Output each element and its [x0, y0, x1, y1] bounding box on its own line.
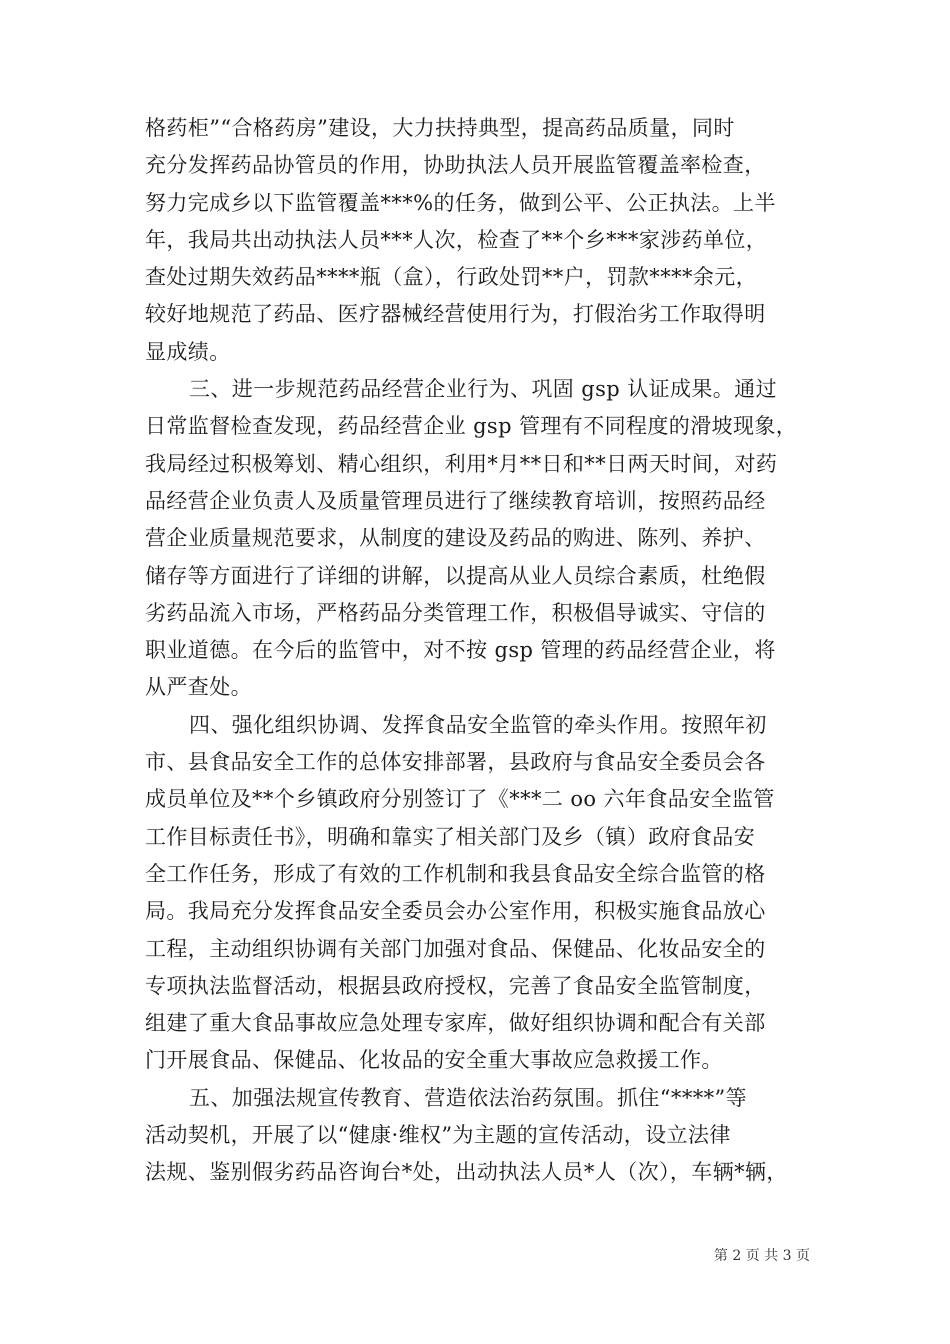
document-body — [145, 110, 810, 1192]
text-line: 工作目标责任书》，明确和靠实了相关部门及乡（镇）政府食品安 — [145, 824, 756, 849]
text-line: 组建了重大食品事故应急处理专家库，做好组织协调和配合有关部 — [145, 1011, 766, 1036]
text-line: 储存等方面进行了详细的讲解，以提高从业人员综合素质，杜绝假 — [145, 563, 766, 588]
text-line: 劣药品流入市场，严格药品分类管理工作，积极倡导诚实、守信的 — [145, 600, 766, 625]
text-line: 职业道德。在今后的监管中，对不按 gsp 管理的药品经营企业，将 — [145, 638, 776, 663]
text-line: 活动契机，开展了以“健康·维权”为主题的宣传活动，设立法律 — [145, 1123, 731, 1148]
text-line: 营企业质量规范要求，从制度的建设及药品的购进、陈列、养护、 — [145, 526, 766, 551]
text-line: 法规、鉴别假劣药品咨询台*处，出动执法人员*人（次），车辆*辆， — [145, 1160, 788, 1185]
text-line: 格药柜”“合格药房”建设，大力扶持典型，提高药品质量，同时 — [145, 116, 735, 140]
text-line: 从严查处。 — [145, 675, 252, 700]
text-line: 我局经过积极筹划、精心组织，利用*月**日和**日两天时间，对药 — [145, 451, 778, 476]
text-line: 查处过期失效药品****瓶（盒），行政处罚**户，罚款****余元， — [145, 265, 758, 290]
page-number-footer: 第 2 页 共 3 页 — [713, 1248, 810, 1264]
text-line: 年，我局共出动执法人员***人次，检查了**个乡***家涉药单位， — [145, 227, 768, 252]
text-line: 日常监督检查发现，药品经营企业 gsp 管理有不同程度的滑坡现象， — [145, 414, 798, 439]
text-line: 较好地规范了药品、医疗器械经营使用行为，打假治劣工作取得明 — [145, 302, 766, 327]
text-line: 充分发挥药品协管员的作用，协助执法人员开展监管覆盖率检查， — [145, 153, 766, 178]
text-line: 努力完成乡以下监管覆盖***%的任务，做到公平、公正执法。上半 — [145, 190, 776, 215]
section-five-heading-line: 五、加强法规宣传教育、营造依法治药氛围。抓住“****”等 — [189, 1085, 748, 1110]
text-line: 显成绩。 — [145, 339, 231, 364]
text-line: 成员单位及**个乡镇政府分别签订了《***二 oo 六年食品安全监管 — [145, 787, 775, 812]
text-line: 品经营企业负责人及质量管理员进行了继续教育培训，按照药品经 — [145, 488, 766, 513]
text-line: 全工作任务，形成了有效的工作机制和我县食品安全综合监管的格 — [145, 861, 766, 886]
section-four-heading-line: 四、强化组织协调、发挥食品安全监管的牵头作用。按照年初 — [189, 712, 767, 737]
text-line: 专项执法监督活动，根据县政府授权，完善了食品安全监管制度， — [145, 973, 766, 998]
text-line: 市、县食品安全工作的总体安排部署，县政府与食品安全委员会各 — [145, 750, 766, 775]
text-line: 门开展食品、保健品、化妆品的安全重大事故应急救援工作。 — [145, 1048, 723, 1073]
text-line: 局。我局充分发挥食品安全委员会办公室作用，积极实施食品放心 — [145, 899, 766, 924]
section-three-heading-line: 三、进一步规范药品经营企业行为、巩固 gsp 认证成果。通过 — [189, 377, 778, 402]
text-line: 工程，主动组织协调有关部门加强对食品、保健品、化妆品安全的 — [145, 936, 766, 961]
